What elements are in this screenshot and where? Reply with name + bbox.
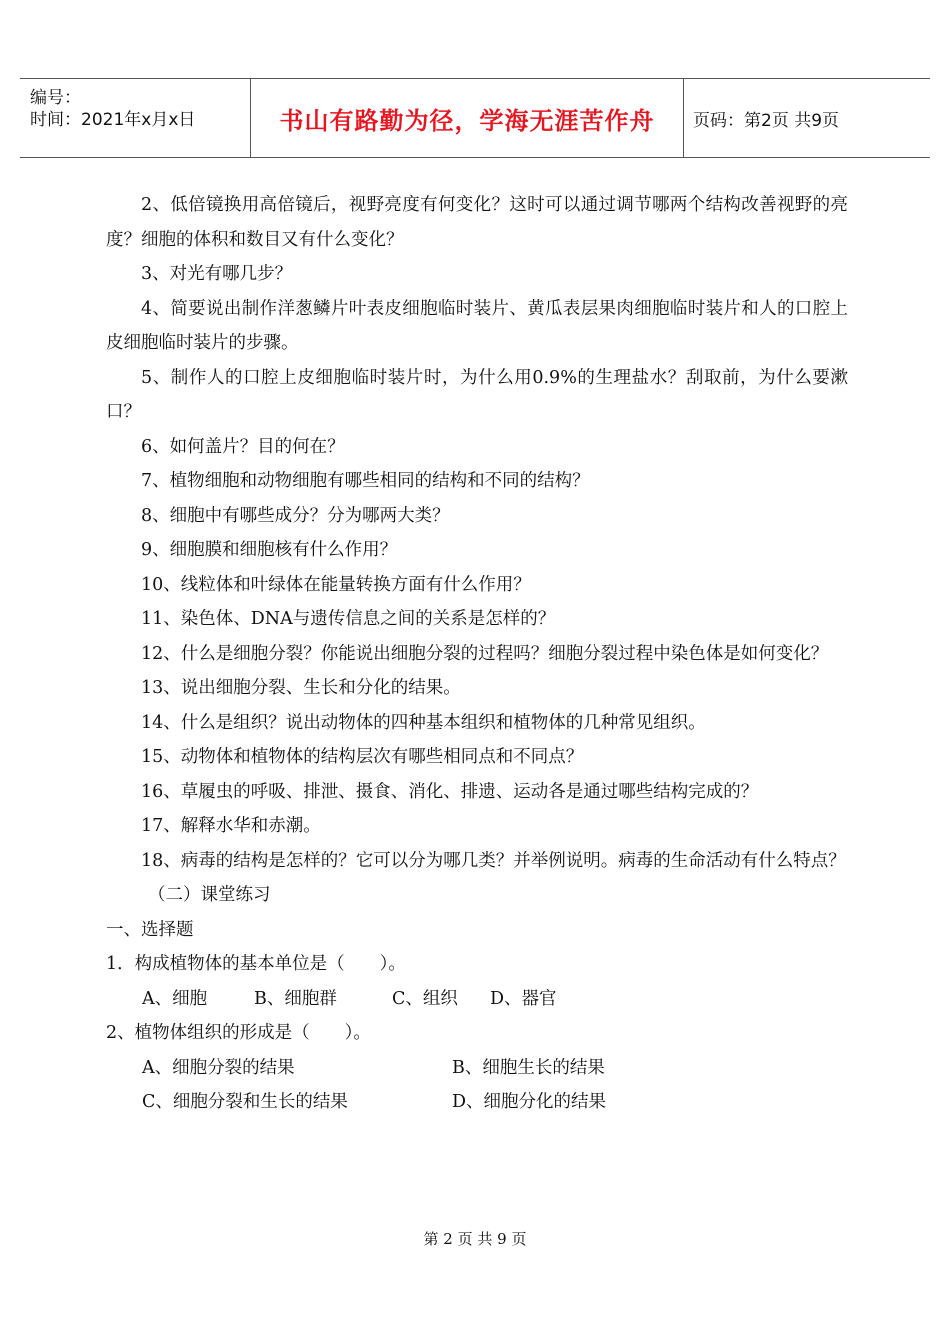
question-item: 7、植物细胞和动物细胞有哪些相同的结构和不同的结构？: [141, 471, 590, 491]
mcq-options: [106, 1051, 848, 1086]
page-info-text: 页码：第2页 共9页: [693, 110, 840, 131]
mcq-option: C、细胞分裂和生长的结果: [142, 1092, 348, 1112]
mcq-option: B、细胞生长的结果: [452, 1057, 605, 1078]
question-item: 6、如何盖片？目的何在？: [141, 436, 345, 457]
question-item: 8、细胞中有哪些成分？分为哪两大类？: [141, 505, 450, 526]
question-item: 16、草履虫的呼吸、排泄、摄食、消化、排遗、运动各是通过哪些结构完成的？: [141, 781, 759, 802]
question-item: 3、对光有哪几步？: [141, 264, 293, 284]
question-item: 9、细胞膜和细胞核有什么作用？: [141, 540, 398, 560]
section-heading: 一、选择题: [106, 919, 194, 940]
mcq-options: [106, 1085, 848, 1120]
question-item: 2、低倍镜换用高倍镜后，视野亮度有何变化？这时可以通过调节哪两个结构改善视野的亮度？细胞的体积和数目又有什么变化？: [106, 195, 848, 250]
mcq-option: A、细胞: [142, 988, 208, 1009]
question-item: 5、制作人的口腔上皮细胞临时装片时，为什么用0.9%的生理盐水？刮取前，为什么要漱口？: [106, 367, 848, 422]
document-time-label: 时间：2021年x月x日: [30, 110, 196, 130]
motto-text: 书山有路勤为径，学海无涯苦作舟: [279, 106, 655, 135]
question-item: 14、什么是组织？说出动物体的四种基本组织和植物体的几种常见组织。: [141, 712, 706, 733]
page-footer: [0, 1228, 950, 1249]
question-item: 17、解释水华和赤潮。: [141, 816, 321, 836]
mcq-stem: 2、植物体组织的形成是（ ）。: [106, 1023, 371, 1043]
mcq-option: A、细胞分裂的结果: [142, 1057, 295, 1078]
document-body: [106, 188, 848, 1120]
mcq-option: C、组织: [392, 988, 458, 1009]
header-page-cell: [683, 79, 930, 157]
mcq-option: B、细胞群: [254, 988, 337, 1009]
question-item: 15、动物体和植物体的结构层次有哪些相同点和不同点？: [141, 747, 584, 767]
header-motto-cell: [250, 79, 684, 157]
mcq-option: D、器官: [490, 988, 557, 1009]
practice-heading: （二）课堂练习: [148, 885, 271, 905]
mcq-options: [106, 982, 848, 1017]
question-item: 10、线粒体和叶绿体在能量转换方面有什么作用？: [141, 574, 531, 595]
mcq-stem: 1．构成植物体的基本单位是（ ）。: [106, 954, 406, 974]
document-number-label: 编号：: [30, 88, 81, 108]
question-item: 11、染色体、DNA与遗传信息之间的关系是怎样的？: [141, 609, 556, 629]
question-item: 12、什么是细胞分裂？你能说出细胞分裂的过程吗？细胞分裂过程中染色体是如何变化？: [141, 643, 829, 664]
document-header: [20, 78, 930, 158]
footer-page-number: 第 2 页 共 9 页: [423, 1230, 527, 1248]
mcq-option: D、细胞分化的结果: [452, 1092, 607, 1112]
question-item: 18、病毒的结构是怎样的？它可以分为哪几类？并举例说明。病毒的生命活动有什么特点？: [141, 850, 846, 871]
question-item: 13、说出细胞分裂、生长和分化的结果。: [141, 678, 461, 698]
question-item: 4、简要说出制作洋葱鳞片叶表皮细胞临时装片、黄瓜表层果肉细胞临时装片和人的口腔上皮细胞临时装片的步骤。: [106, 298, 848, 353]
header-info-cell: [20, 79, 250, 157]
